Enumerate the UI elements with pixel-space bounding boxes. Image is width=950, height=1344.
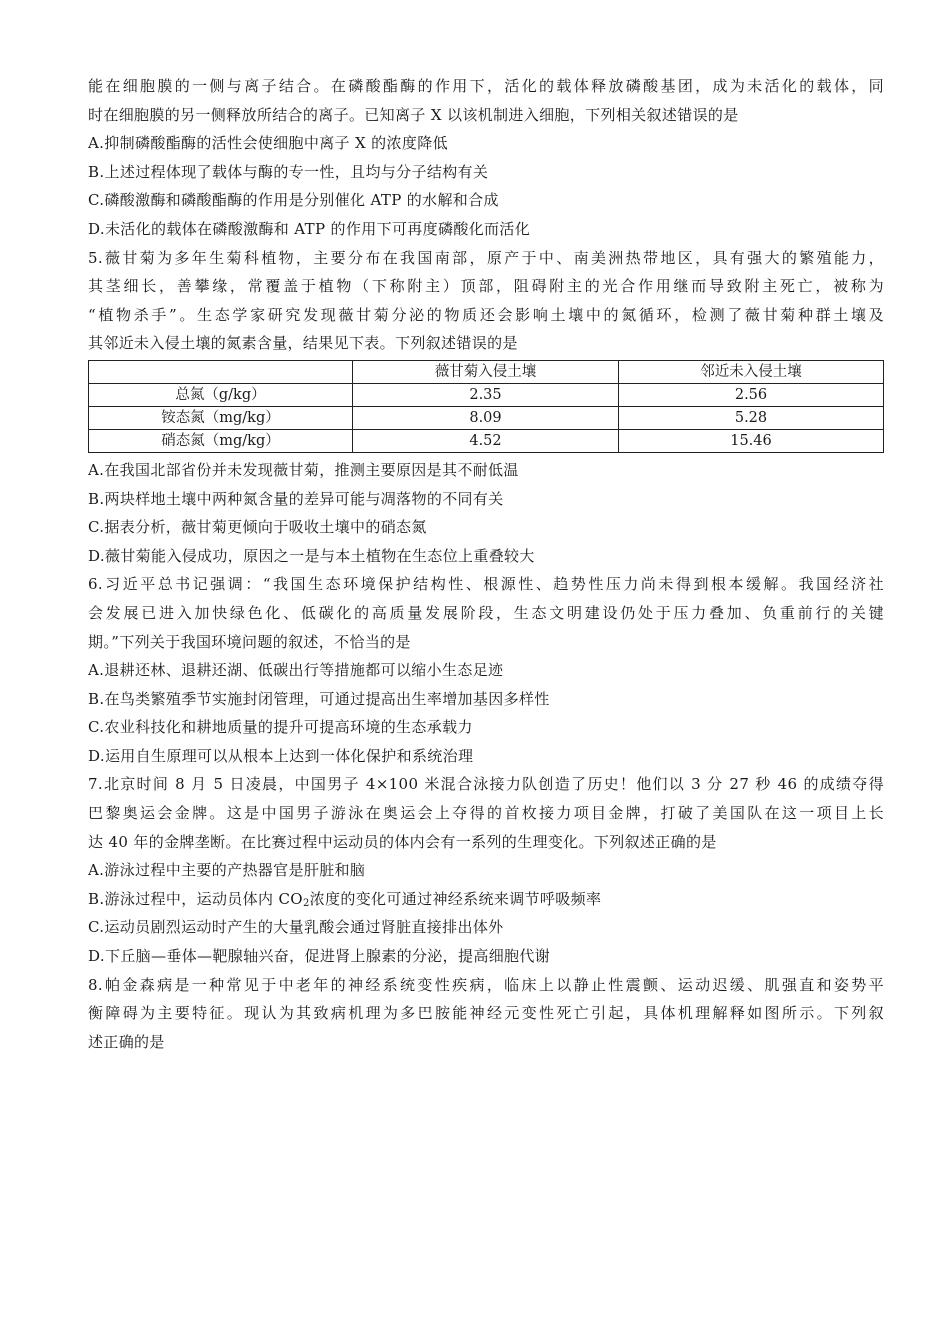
q7-option-b-text: B.游泳过程中，运动员体内 CO (88, 889, 303, 908)
table-row (89, 429, 884, 452)
q5-option-b: B.两块样地土壤中两种氮含量的差异可能与凋落物的不同有关 (88, 489, 504, 508)
q6-option-a: A.退耕还林、退耕还湖、低碳出行等措施都可以缩小生态足迹 (88, 661, 504, 680)
table-row (89, 383, 884, 406)
q7-stem-line-2: 巴黎奥运会金牌。这是中国男子游泳在奥运会上夺得的首枚接力项目金牌，打破了美国队在这一项目上长 (88, 804, 884, 823)
table-cell: 2.56 (619, 383, 884, 406)
q7-option-c: C.运动员剧烈运动时产生的大量乳酸会通过肾脏直接排出体外 (88, 918, 504, 937)
q6-stem-line-1: 6.习近平总书记强调：“我国生态环境保护结构性、根源性、趋势性压力尚未得到根本缓解。我国经济社 (88, 575, 884, 594)
q5-option-c: C.据表分析，薇甘菊更倾向于吸收土壤中的硝态氮 (88, 518, 427, 537)
q6-option-d: D.运用自生原理可以从根本上达到一体化保护和系统治理 (88, 746, 474, 765)
table-row (89, 406, 884, 429)
q4-option-a: A.抑制磷酸酯酶的活性会使细胞中离子 X 的浓度降低 (88, 134, 448, 153)
q4-stem-line-1: 能在细胞膜的一侧与离子结合。在磷酸酯酶的作用下，活化的载体释放磷酸基团，成为未活化的载体，同 (88, 77, 884, 95)
q6-stem-line-2: 会发展已进入加快绿色化、低碳化的高质量发展阶段，生态文明建设仍处于压力叠加、负重前行的关键 (88, 603, 884, 622)
table-cell: 5.28 (619, 406, 884, 429)
table-cell: 15.46 (619, 429, 884, 452)
table-header-cell (89, 360, 353, 383)
table-header-cell: 薇甘菊入侵土壤 (353, 360, 619, 383)
q6-stem-line-3: 期。”下列关于我国环境问题的叙述，不恰当的是 (88, 632, 411, 651)
q4-option-d: D.未活化的载体在磷酸激酶和 ATP 的作用下可再度磷酸化而活化 (88, 219, 531, 238)
q7-option-a: A.游泳过程中主要的产热器官是肝脏和脑 (88, 861, 366, 880)
q6-option-c: C.农业科技化和耕地质量的提升可提高环境的生态承载力 (88, 718, 473, 737)
table-header-row (89, 360, 884, 383)
q5-stem-line-1: 5.薇甘菊为多年生菊科植物，主要分布在我国南部，原产于中、南美洲热带地区，具有强大的繁殖能力， (88, 248, 884, 267)
q7-option-b-text-rest: 浓度的变化可通过神经系统来调节呼吸频率 (309, 889, 602, 908)
q7-option-b (88, 885, 884, 914)
q8-stem-line-3: 述正确的是 (88, 1032, 165, 1051)
exam-page (88, 72, 884, 1056)
q7-stem-line-3: 达 40 年的金牌垄断。在比赛过程中运动员的体内会有一系列的生理变化。下列叙述正确的是 (88, 832, 717, 851)
q5-option-a: A.在我国北部省份并未发现薇甘菊，推测主要原因是其不耐低温 (88, 460, 519, 479)
q8-stem-line-1: 8.帕金森病是一种常见于中老年的神经系统变性疾病，临床上以静止性震颤、运动迟缓、肌强直和姿势平 (88, 975, 884, 994)
co2-subscript: 2 (302, 897, 310, 909)
table-cell: 8.09 (353, 406, 619, 429)
q7-option-d: D.下丘脑—垂体—靶腺轴兴奋，促进肾上腺素的分泌，提高细胞代谢 (88, 947, 551, 966)
q7-stem-line-1: 7.北京时间 8 月 5 日凌晨，中国男子 4×100 米混合泳接力队创造了历史！他们以 3 分 27 秒 46 的成绩夺得 (88, 775, 884, 794)
q5-option-d: D.薇甘菊能入侵成功，原因之一是与本土植物在生态位上重叠较大 (88, 546, 535, 565)
table-cell: 铵态氮（mg/kg） (89, 406, 353, 429)
table-cell: 4.52 (353, 429, 619, 452)
q5-stem-line-2: 其茎细长，善攀缘，常覆盖于植物（下称附主）顶部，阻碍附主的光合作用继而导致附主死亡，被称为 (88, 277, 884, 296)
q8-stem-line-2: 衡障碍为主要特征。现认为其致病机理为多巴胺能神经元变性死亡引起，具体机理解释如图所示。下列叙 (88, 1004, 884, 1023)
q4-option-b: B.上述过程体现了载体与酶的专一性，且均与分子结构有关 (88, 162, 489, 181)
table-header-cell: 邻近未入侵土壤 (619, 360, 884, 383)
q4-stem-line-2: 时在细胞膜的另一侧释放所结合的离子。已知离子 X 以该机制进入细胞，下列相关叙述错误的是 (88, 105, 739, 124)
table-cell: 硝态氮（mg/kg） (89, 429, 353, 452)
table-cell: 2.35 (353, 383, 619, 406)
q6-option-b: B.在鸟类繁殖季节实施封闭管理，可通过提高出生率增加基因多样性 (88, 689, 550, 708)
q5-stem-line-3: “植物杀手”。生态学家研究发现薇甘菊分泌的物质还会影响土壤中的氮循环，检测了薇甘菊种群土壤及 (88, 305, 884, 324)
nitrogen-table (88, 360, 884, 453)
q5-stem-line-4: 其邻近未入侵土壤的氮素含量，结果见下表。下列叙述错误的是 (88, 334, 518, 353)
table-cell: 总氮（g/kg） (89, 383, 353, 406)
q4-option-c: C.磷酸激酶和磷酸酯酶的作用是分别催化 ATP 的水解和合成 (88, 191, 499, 210)
